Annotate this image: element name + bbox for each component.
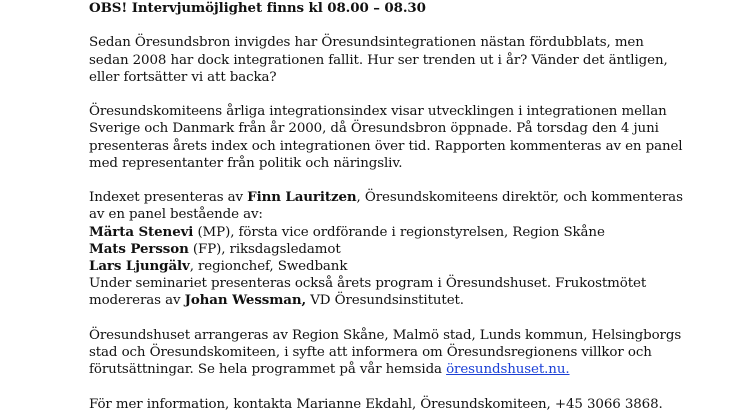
index-line: Sverige och Danmark från år 2000, då Öresundsbron öppnade. På torsdag den 4 juni xyxy=(89,121,659,137)
presenter-name: Finn Lauritzen xyxy=(247,189,357,206)
spacer xyxy=(89,378,729,395)
panel-member: Märta Stenevi (MP), första vice ordförande i regionstyrelsen, Region Skåne xyxy=(89,223,605,240)
panel-member-name: Mats Persson xyxy=(89,240,189,257)
index-paragraph xyxy=(89,103,729,172)
spacer xyxy=(89,172,729,189)
organizers-line: stad och Öresundskomiteen, i syfte att informera om Öresundsregionens villkor och xyxy=(89,345,652,360)
panel-member-name: Lars Ljungälv xyxy=(89,258,190,274)
contact-paragraph xyxy=(89,396,729,413)
spacer xyxy=(89,310,729,327)
spacer xyxy=(89,17,729,34)
intro-line: eller fortsätter vi att backa? xyxy=(89,69,277,85)
organizers-line: förutsättningar. Se hela programmet på vår hemsida öresundshuset.nu. xyxy=(89,362,570,378)
notice-paragraph xyxy=(89,0,729,17)
spacer xyxy=(89,86,729,103)
organizers-paragraph xyxy=(89,327,729,379)
seminar-line: Under seminariet presenteras också årets program i Öresundshuset. Frukostmötet xyxy=(89,276,647,292)
intro-paragraph xyxy=(89,34,729,86)
panel-member-name: Märta Stenevi xyxy=(89,223,194,240)
contact-line: För mer information, kontakta Marianne Ekdahl, Öresundskomiteen, +45 3066 3868. xyxy=(89,396,663,412)
moderator-line: modereras av Johan Wessman, VD Öresundsinstitutet. xyxy=(89,292,464,309)
panel-paragraph xyxy=(89,189,729,309)
panel-member: Mats Persson (FP), riksdagsledamot xyxy=(89,240,341,257)
interview-notice: OBS! Intervjumöjlighet finns kl 08.00 – 08.30 xyxy=(89,0,426,16)
index-line: med representanter från politik och näringsliv. xyxy=(89,155,403,171)
moderator-name: Johan Wessman, xyxy=(184,292,307,309)
index-line: Öresundskomiteens årliga integrationsindex visar utvecklingen i integrationen mellan xyxy=(89,104,667,120)
panel-member: Lars Ljungälv, regionchef, Swedbank xyxy=(89,258,348,274)
website-link[interactable]: öresundshuset.nu. xyxy=(446,362,570,378)
organizers-line: Öresundshuset arrangeras av Region Skåne, Malmö stad, Lunds kommun, Helsingborgs xyxy=(89,327,682,343)
intro-line: sedan 2008 har dock integrationen fallit. Hur ser trenden ut i år? Vänder det äntligen, xyxy=(89,52,668,68)
presentation-line: Indexet presenteras av Finn Lauritzen, Öresundskomiteens direktör, och kommenteras xyxy=(89,189,683,206)
intro-line: Sedan Öresundsbron invigdes har Öresundsintegrationen nästan fördubblats, men xyxy=(89,35,644,51)
presentation-line-2: av en panel bestående av: xyxy=(89,207,263,223)
press-release-body xyxy=(89,0,729,413)
index-line: presenteras årets index och integrationen över tid. Rapporten kommenteras av en panel xyxy=(89,138,683,154)
